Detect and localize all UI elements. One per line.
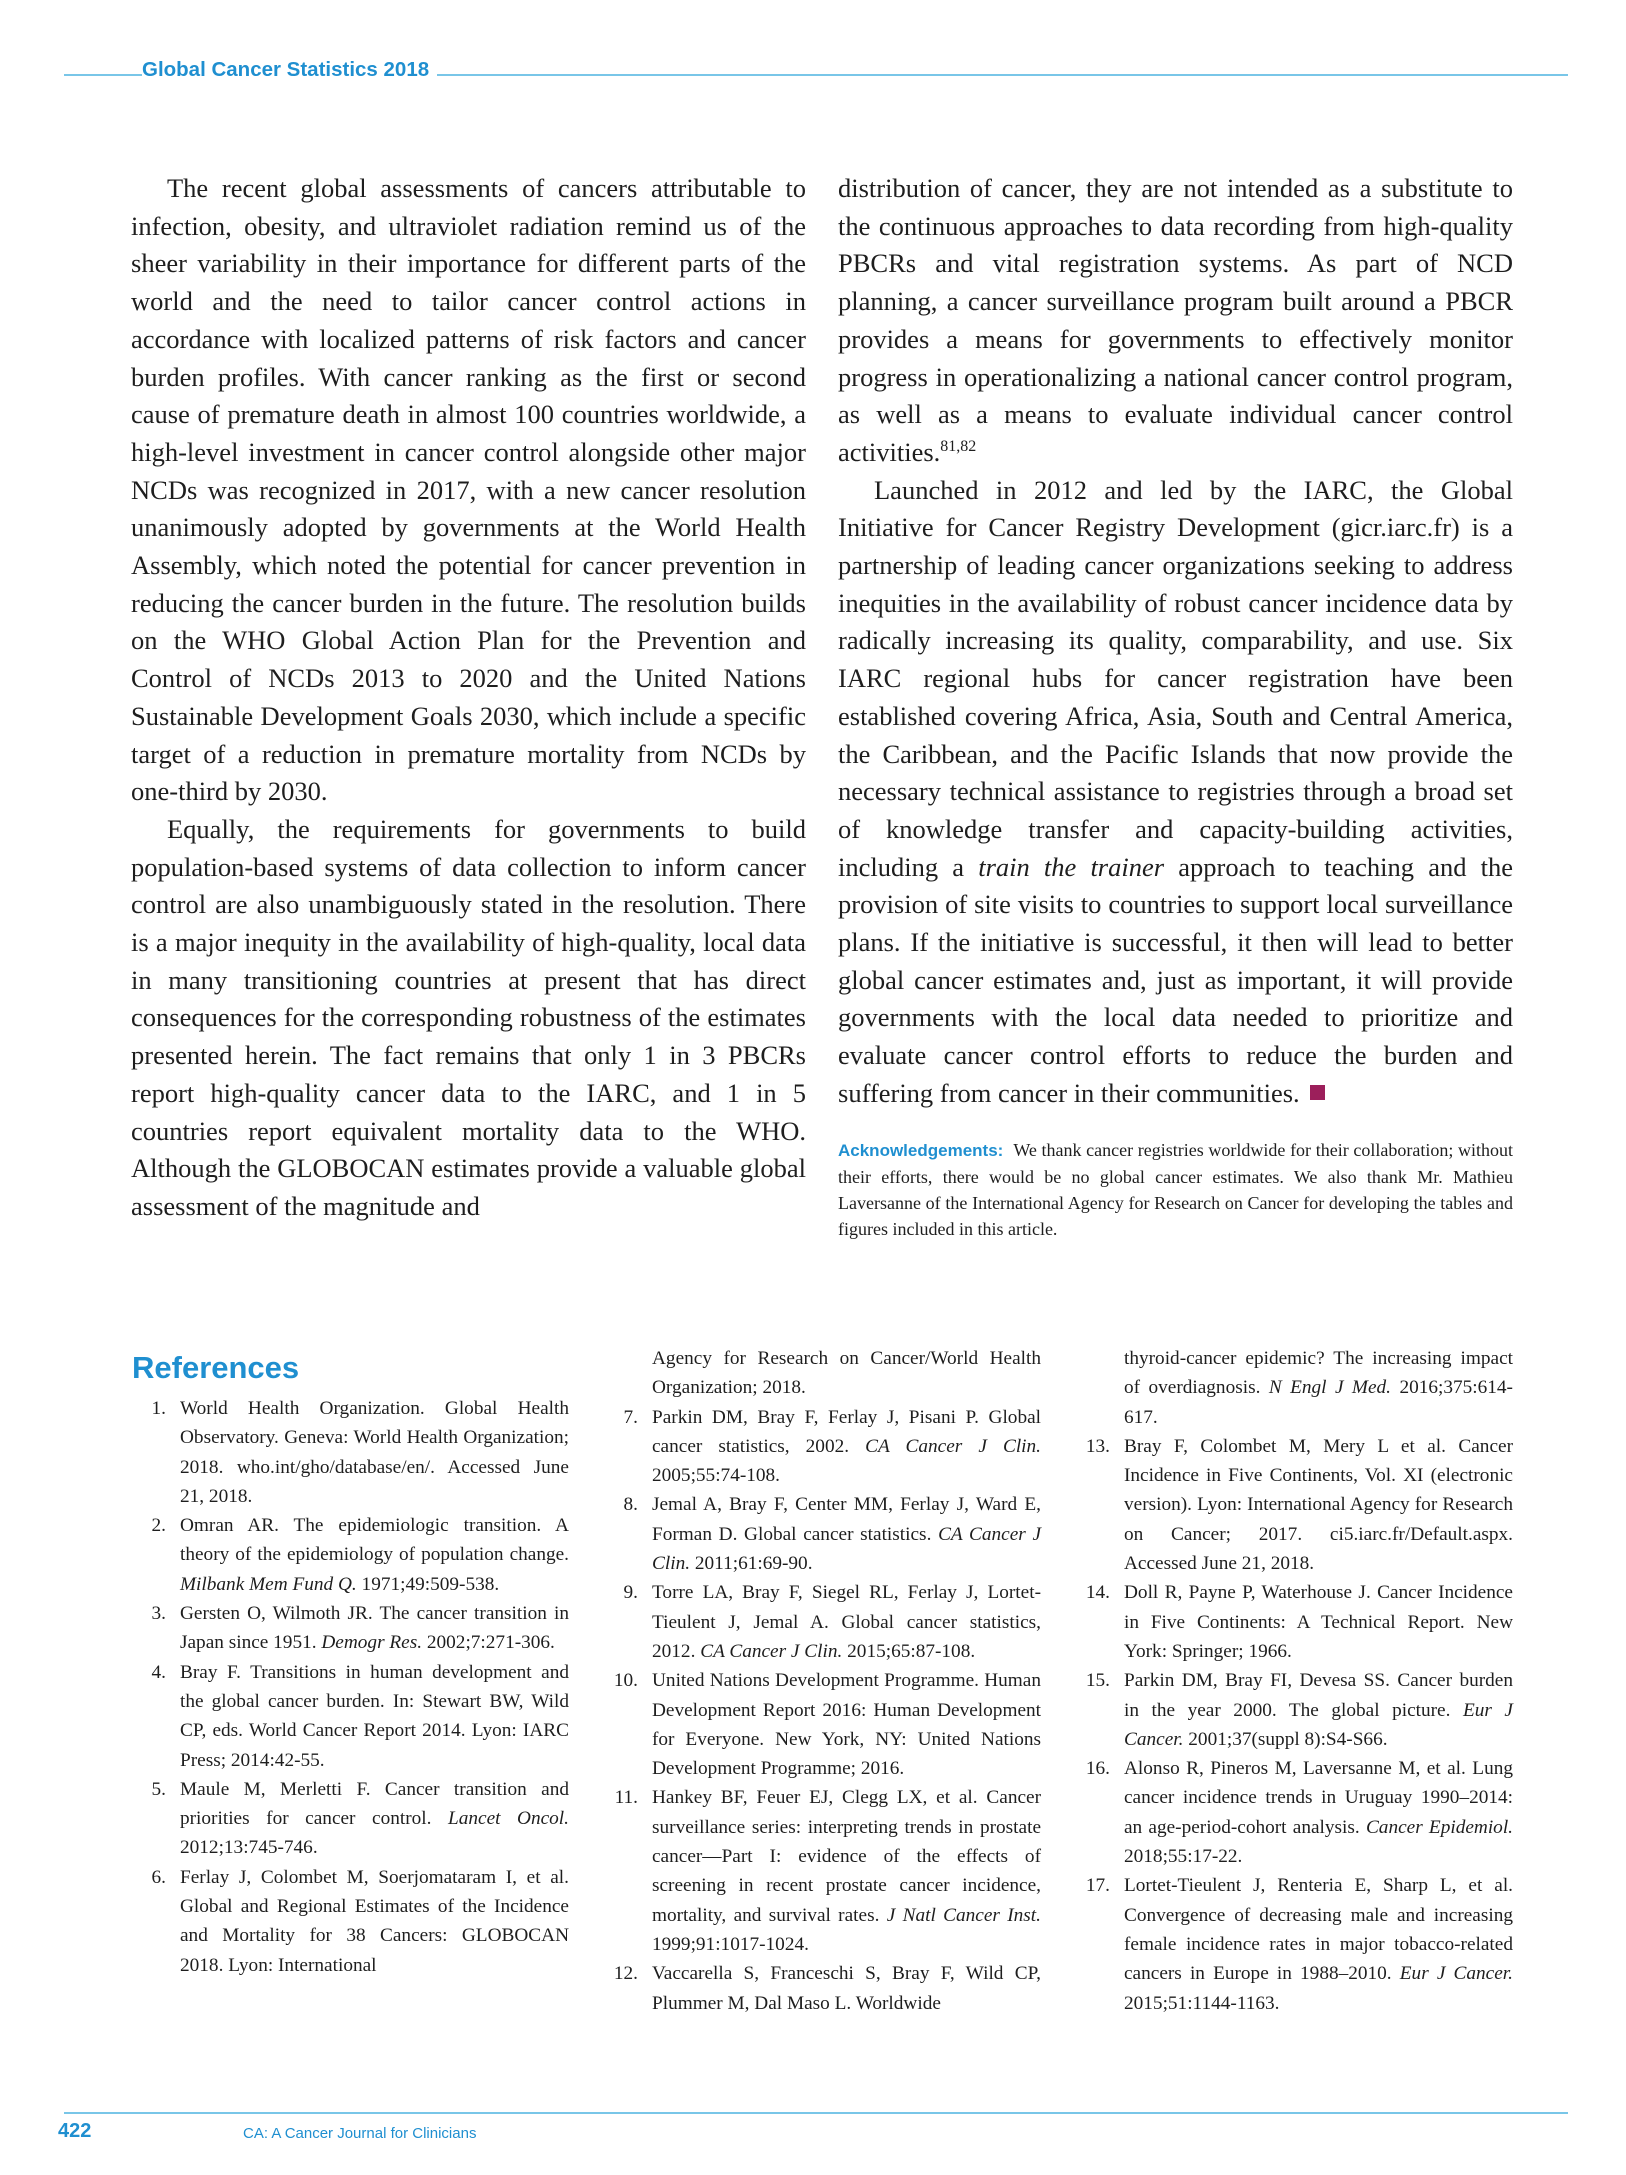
reference-number: 4. <box>151 1661 166 1683</box>
reference-tail: 2015;65:87-108. <box>847 1640 976 1662</box>
emphasis-text: train the trainer <box>978 851 1165 882</box>
reference-journal: J Natl Cancer Inst. <box>886 1904 1041 1926</box>
body-paragraph: Equally, the requirements for governments to build population-based systems of data collection to inform cancer control are also unambiguously stated in the resolution. There is a major inequity in the availability of high-quality, local data in many transitioning countries at present that has direct consequences for the corresponding robustness of the estimates presented herein. The fact remains that only 1 in 3 PBCRs report high-quality cancer data to the IARC, and 1 in 5 countries report equivalent mortality data to the WHO. Although the GLOBOCAN estimates provide a valuable global assessment of the magnitude and <box>131 813 806 1221</box>
reference-journal: Eur J Cancer. <box>1124 1699 1513 1750</box>
reference-item <box>132 1394 569 1511</box>
reference-item <box>1076 1666 1513 1754</box>
reference-text: United Nations Development Programme. Human Development Report 2016: Human Development for Everyone. New York, NY: United Nations Development Programme; 2016. <box>652 1670 1041 1780</box>
paragraph-text: approach to teaching and the provision of site visits to countries to support local surveillance plans. If the initiative is successful, it then will lead to better global cancer estimates and, just as important, it will provide governments with the local data needed to prioritize and evaluate cancer control efforts to reduce the burden and suffering from cancer in their communities. <box>838 851 1514 1108</box>
reference-tail: 2012;13:745-746. <box>180 1837 318 1859</box>
reference-text: Gersten O, Wilmoth JR. The cancer transition in Japan since 1951. <box>180 1603 569 1654</box>
reference-item <box>1076 1578 1513 1666</box>
paragraph-text: Launched in 2012 and led by the IARC, the Global Initiative for Cancer Registry Development (gicr.iarc.fr) is a partnership of leading cancer organizations seeking to address inequities in the availability of robust cancer incidence data by radically increasing its quality, comparability, and use. Six IARC regional hubs for cancer registration have been established covering Africa, Asia, South and Central America, the Caribbean, and the Pacific Islands that now provide the necessary technical assistance to registries through a broad set of knowledge transfer and capacity-building activities, including a <box>838 474 1513 882</box>
reference-number: 13. <box>1085 1435 1110 1457</box>
reference-item <box>604 1666 1041 1783</box>
body-paragraph <box>838 472 1513 1113</box>
running-title: Global Cancer Statistics 2018 <box>142 58 437 82</box>
reference-number: 11. <box>614 1787 638 1809</box>
reference-journal: Eur J Cancer. <box>1399 1963 1513 1985</box>
reference-tail: 2015;51:1144-1163. <box>1124 1992 1280 2014</box>
reference-text: Parkin DM, Bray FI, Devesa SS. Cancer burden in the year 2000. The global picture. <box>1124 1670 1513 1721</box>
acknowledgements-heading: Acknowledgements: <box>838 1140 1004 1160</box>
reference-item <box>1076 1754 1513 1871</box>
body-paragraph <box>838 170 1513 472</box>
reference-number: 6. <box>151 1866 166 1888</box>
reference-number: 1. <box>151 1398 166 1419</box>
footer-rule <box>64 2112 1568 2114</box>
reference-item <box>132 1863 569 1980</box>
reference-number: 2. <box>151 1515 166 1537</box>
reference-text: Parkin DM, Bray F, Ferlay J, Pisani P. Global cancer statistics, 2002. <box>652 1406 1041 1457</box>
body-paragraph: The recent global assessments of cancers attributable to infection, obesity, and ultraviolet radiation remind us of the sheer variability in their importance for different parts of the world and the need to tailor cancer control actions in accordance with localized patterns of risk factors and cancer burden profiles. With cancer ranking as the first or second cause of premature death in almost 100 countries worldwide, a high-level investment in cancer control alongside other major NCDs was recognized in 2017, with a new cancer resolution unanimously adopted by governments at the World Health Assembly, which noted the potential for cancer prevention in reducing the cancer burden in the future. The resolution builds on the WHO Global Action Plan for the Prevention and Control of NCDs 2013 to 2020 and the United Nations Sustainable Development Goals 2030, which include a specific target of a reduction in premature mortality from NCDs by one-third by 2030. <box>131 173 806 807</box>
reference-journal: Demogr Res. <box>321 1632 423 1654</box>
reference-text: Vaccarella S, Franceschi S, Bray F, Wild CP, Plummer M, Dal Maso L. Worldwide <box>652 1963 1041 2014</box>
reference-number: 3. <box>151 1603 166 1625</box>
acknowledgements-text: We thank cancer registries worldwide for their collaboration; without their efforts, there would be no global cancer estimates. We also thank Mr. Mathieu Laversanne of the International Agency for Research on Cancer for developing the tables and figures included in this article. <box>838 1139 1513 1239</box>
reference-number: 10. <box>613 1670 638 1692</box>
reference-text: Ferlay J, Colombet M, Soerjomataram I, et al. Global and Regional Estimates of the Incidence and Mortality for 38 Cancers: GLOBOCAN 2018. Lyon: International <box>180 1866 569 1976</box>
reference-item <box>132 1775 569 1863</box>
citation: 81,82 <box>940 438 977 456</box>
reference-text: Hankey BF, Feuer EJ, Clegg LX, et al. Cancer surveillance series: interpreting trends in prostate cancer—Part I: evidence of the effects of screening in recent prostate cancer incidence, mortality, and survival rates. <box>652 1787 1041 1926</box>
reference-tail: 2018;55:17-22. <box>1124 1846 1243 1868</box>
reference-text: Maule M, Merletti F. Cancer transition and priorities for cancer control. <box>180 1778 569 1830</box>
reference-tail: 2011;61:69-90. <box>694 1553 813 1575</box>
reference-journal: Cancer Epidemiol. <box>1365 1816 1513 1838</box>
reference-number: 16. <box>1085 1758 1110 1780</box>
reference-item <box>604 1783 1041 1959</box>
paragraph-text: distribution of cancer, they are not intended as a substitute to the continuous approaches to data recording from high-quality PBCRs and vital registration systems. As part of NCD planning, a cancer surveillance program built around a PBCR provides a means for governments to effectively monitor progress in operationalizing a national cancer control program, as well as a means to evaluate individual cancer control activities. <box>838 173 1513 467</box>
reference-item <box>604 1578 1041 1666</box>
references-heading: References <box>132 1350 300 1385</box>
reference-tail: 2002;7:271-306. <box>426 1632 555 1654</box>
reference-number: 15. <box>1085 1670 1110 1692</box>
reference-number: 17. <box>1085 1875 1110 1897</box>
reference-list <box>604 1403 1041 2018</box>
end-of-article-mark <box>1310 1085 1325 1100</box>
reference-journal: CA Cancer J Clin. <box>865 1435 1041 1457</box>
reference-tail: 1999;91:1017-1024. <box>652 1933 809 1955</box>
reference-list <box>1076 1432 1513 2018</box>
right-column <box>838 170 1513 1242</box>
reference-item <box>132 1511 569 1599</box>
acknowledgements <box>838 1137 1513 1242</box>
references-column-2 <box>604 1344 1041 2018</box>
reference-number: 8. <box>623 1494 638 1516</box>
page-number: 422 <box>58 2120 92 2142</box>
reference-text: Doll R, Payne P, Waterhouse J. Cancer Incidence in Five Continents: A Technical Report. New York: Springer; 1966. <box>1124 1582 1513 1662</box>
references-column-1 <box>132 1394 569 1980</box>
reference-text: Omran AR. The epidemiologic transition. A theory of the epidemiology of population change. <box>180 1515 569 1566</box>
reference-journal: CA Cancer J Clin. <box>700 1640 843 1662</box>
reference-item <box>604 1490 1041 1578</box>
reference-text: Bray F, Colombet M, Mery L et al. Cancer Incidence in Five Continents, Vol. XI (electronic version). Lyon: International Agency for Research on Cancer; 2017. ci5.iarc.fr/Default.aspx. Accessed June 21, 2018. <box>1124 1435 1513 1575</box>
reference-text: Lortet-Tieulent J, Renteria E, Sharp L, et al. Convergence of decreasing male and increasing female incidence rates in major tobacco-related cancers in Europe in 1988–2010. <box>1124 1875 1513 1985</box>
reference-journal: Milbank Mem Fund Q. <box>180 1573 357 1595</box>
reference-list <box>132 1394 569 1980</box>
reference-tail: 2016;375:614-617. <box>1124 1377 1513 1428</box>
reference-item <box>132 1658 569 1775</box>
reference-item <box>132 1599 569 1658</box>
reference-continuation: Agency for Research on Cancer/World Health Organization; 2018. <box>652 1348 1041 1399</box>
reference-number: 7. <box>623 1406 638 1428</box>
reference-journal: N Engl J Med. <box>1268 1377 1392 1399</box>
journal-name: CA: A Cancer Journal for Clinicians <box>243 2125 477 2142</box>
reference-text: Jemal A, Bray F, Center MM, Ferlay J, Ward E, Forman D. Global cancer statistics. <box>652 1494 1041 1545</box>
reference-item <box>604 1959 1041 2018</box>
reference-continuation <box>1076 1344 1513 1432</box>
reference-tail: 2005;55:74-108. <box>652 1465 781 1487</box>
reference-item <box>1076 1871 1513 2017</box>
reference-tail: 1971;49:509-538. <box>361 1573 500 1595</box>
reference-text: thyroid-cancer epidemic? The increasing impact of overdiagnosis. <box>1124 1348 1513 1399</box>
reference-number: 12. <box>613 1963 638 1985</box>
reference-text: Bray F. Transitions in human development and the global cancer burden. In: Stewart BW, Wild CP, eds. World Cancer Report 2014. Lyon: IARC Press; 2014:42-55. <box>180 1661 569 1771</box>
reference-journal: Lancet Oncol. <box>448 1808 569 1830</box>
reference-item <box>604 1403 1041 1491</box>
references-column-3 <box>1076 1344 1513 2018</box>
reference-journal: CA Cancer J Clin. <box>652 1523 1041 1575</box>
left-column <box>131 170 806 1226</box>
reference-text: Alonso R, Pineros M, Laversanne M, et al. Lung cancer incidence trends in Uruguay 1990–2014: an age-period-cohort analysis. <box>1124 1758 1513 1838</box>
reference-number: 9. <box>623 1582 638 1604</box>
reference-number: 14. <box>1085 1582 1110 1604</box>
reference-item <box>1076 1432 1513 1578</box>
reference-tail: 2001;37(suppl 8):S4-S66. <box>1188 1728 1388 1750</box>
reference-number: 5. <box>151 1778 166 1800</box>
reference-text: World Health Organization. Global Health Observatory. Geneva: World Health Organization; 2018. who.int/gho/database/en/. Accessed June 21, 2018. <box>180 1398 569 1507</box>
reference-text: Torre LA, Bray F, Siegel RL, Ferlay J, Lortet-Tieulent J, Jemal A. Global cancer statistics, 2012. <box>652 1582 1041 1662</box>
